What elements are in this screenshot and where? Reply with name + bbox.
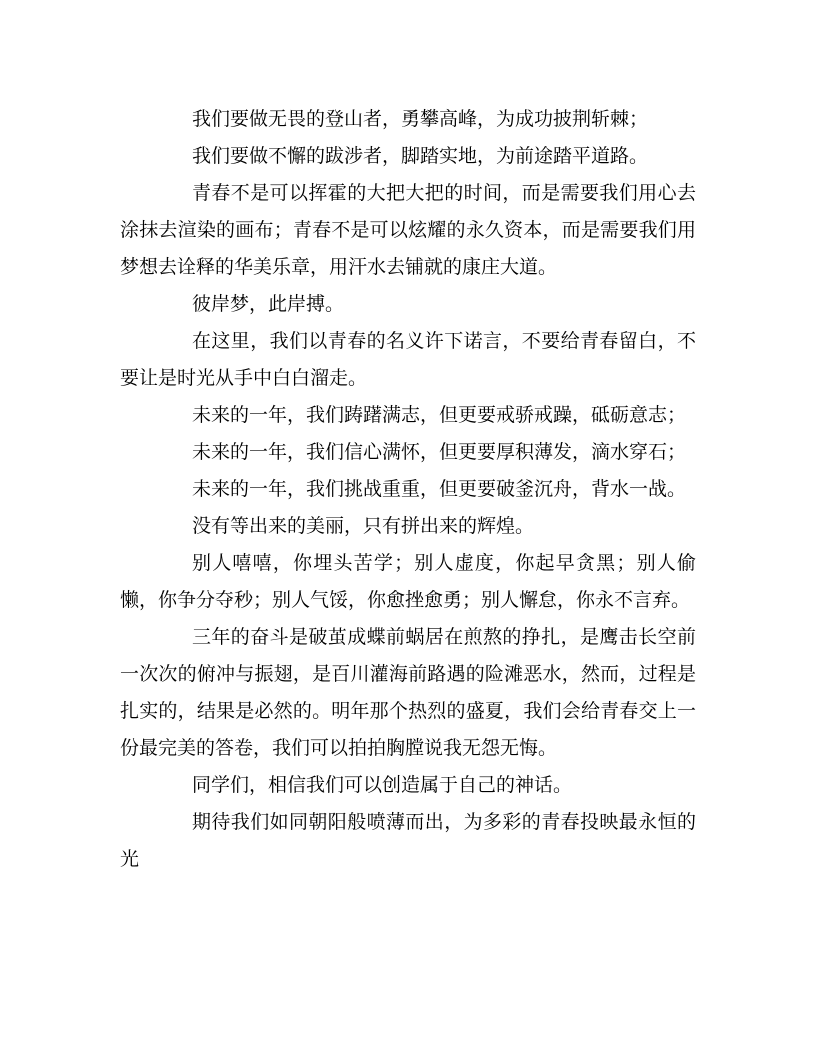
paragraph: 在这里，我们以青春的名义许下诺言，不要给青春留白，不要让是时光从手中白白溜走。 (120, 330, 696, 389)
paragraph: 别人嘻嘻，你埋头苦学；别人虚度，你起早贪黑；别人偷懒，你争分夺秒；别人气馁，你愈挫愈勇；别人懈怠，你永不言弃。 (120, 552, 696, 611)
paragraph: 青春不是可以挥霍的大把大把的时间，而是需要我们用心去涂抹去渲染的画布；青春不是可以炫耀的永久资本，而是需要我们用梦想去诠释的华美乐章，用汗水去铺就的康庄大道。 (120, 182, 696, 278)
paragraph: 期待我们如同朝阳般喷薄而出，为多彩的青春投映最永恒的光 (120, 811, 696, 870)
paragraph: 我们要做不懈的跋涉者，脚踏实地，为前途踏平道路。 (192, 145, 649, 167)
paragraph: 彼岸梦，此岸搏。 (192, 293, 345, 315)
paragraph: 未来的一年，我们踌躇满志，但更要戒骄戒躁，砥砺意志； (192, 404, 687, 426)
document-body (120, 101, 696, 878)
paragraph: 我们要做无畏的登山者，勇攀高峰，为成功披荆斩棘； (192, 108, 649, 130)
paragraph: 未来的一年，我们信心满怀，但更要厚积薄发，滴水穿石； (192, 441, 687, 463)
paragraph: 未来的一年，我们挑战重重，但更要破釜沉舟，背水一战。 (192, 478, 687, 500)
paragraph: 没有等出来的美丽，只有拼出来的辉煌。 (192, 515, 535, 537)
paragraph: 同学们，相信我们可以创造属于自己的神话。 (192, 774, 573, 796)
paragraph: 三年的奋斗是破茧成蝶前蜗居在煎熬的挣扎，是鹰击长空前一次次的俯冲与振翅，是百川灌海前路遇的险滩恶水，然而，过程是扎实的，结果是必然的。明年那个热烈的盛夏，我们会给青春交上一份最完美的答卷，我们可以拍拍胸膛说我无怨无悔。 (120, 626, 696, 759)
